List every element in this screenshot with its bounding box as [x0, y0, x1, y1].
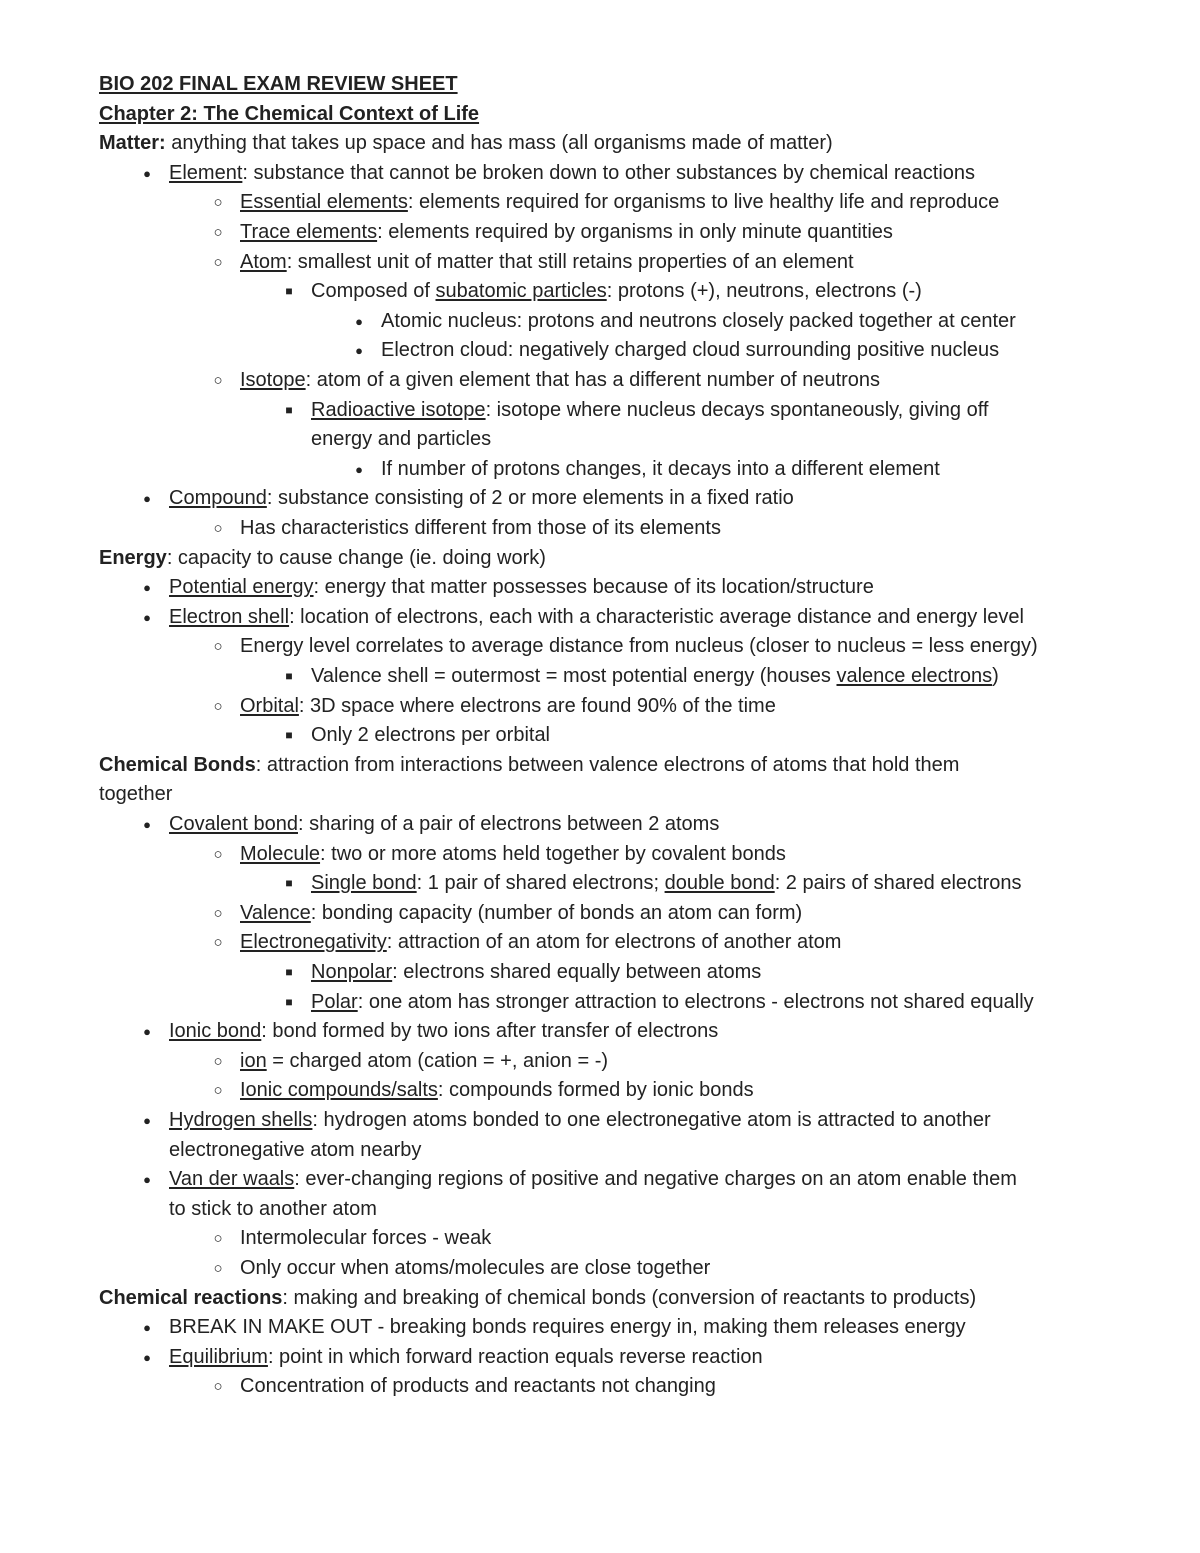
list-item [285, 958, 762, 988]
bullet-icon: ● [355, 343, 363, 359]
line-text: : attraction from interactions between valence electrons of atoms that hold them [255, 753, 960, 776]
key-term: Isotope [240, 369, 306, 391]
list-item [285, 662, 999, 692]
heading-line [99, 780, 172, 810]
list-item [213, 218, 893, 248]
key-term: double bond [664, 872, 775, 895]
list-item [143, 1017, 719, 1047]
key-term: Equilibrium [169, 1345, 268, 1368]
key-term: Atom [240, 250, 287, 273]
line-text: BREAK IN MAKE OUT - breaking bonds requires energy in, making them releases energy [169, 1316, 966, 1339]
bullet-icon: ● [143, 1349, 151, 1365]
line-text: : electrons shared equally between atoms [392, 961, 762, 983]
line-text: If number of protons changes, it decays into a different element [381, 457, 940, 480]
line-text: Energy level correlates to average distance from nucleus (closer to nucleus = less energy) [240, 635, 1038, 658]
square-bullet-icon: ■ [285, 728, 293, 743]
list-item [213, 1254, 711, 1284]
bullet-icon: ● [355, 313, 363, 329]
heading-line [99, 751, 959, 781]
list-item [285, 277, 922, 307]
list-item [285, 869, 1022, 899]
line-text: : elements required for organisms to live healthy life and reproduce [407, 191, 1000, 214]
line-text: : two or more atoms held together by covalent bonds [320, 842, 786, 865]
line-text: : sharing of a pair of electrons between 2 atoms [297, 813, 720, 835]
key-term: Single bond [311, 872, 417, 895]
line-text: Valence shell = outermost = most potential energy (houses [311, 665, 837, 687]
line-text: Only occur when atoms/molecules are close together [240, 1257, 711, 1279]
list-item [213, 1224, 492, 1254]
key-term: Nonpolar [311, 961, 393, 983]
bullet-icon: ● [143, 817, 151, 832]
list-item [213, 248, 854, 278]
line-text: : capacity to cause change (ie. doing work) [166, 546, 546, 569]
heading-line [99, 544, 546, 574]
square-bullet-icon: ■ [285, 402, 293, 417]
list-item [355, 336, 1000, 366]
list-item [143, 1313, 966, 1343]
line-text: anything that takes up space and has mass (all organisms made of matter) [165, 132, 833, 155]
list-item [285, 396, 989, 426]
line-text: : isotope where nucleus decays spontaneously, giving off [485, 398, 989, 421]
hollow-bullet-icon: ○ [213, 934, 223, 952]
list-item [213, 514, 721, 544]
bullet-icon: ● [143, 1024, 151, 1040]
line-text: to stick to another atom [169, 1197, 377, 1220]
line-text: : substance consisting of 2 or more elements in a fixed ratio [266, 487, 794, 510]
key-term: Molecule [240, 842, 321, 865]
key-term: Ionic bond [169, 1020, 262, 1043]
bullet-icon: ● [143, 1320, 151, 1336]
list-item [213, 899, 803, 929]
bullet-icon: ● [355, 461, 363, 477]
hollow-bullet-icon: ○ [213, 224, 223, 241]
list-item [143, 573, 874, 603]
hollow-bullet-icon: ○ [213, 1052, 223, 1070]
list-item [355, 307, 1016, 337]
line-text: : point in which forward reaction equals reverse reaction [267, 1345, 763, 1368]
term-label: Chemical reactions [99, 1286, 283, 1309]
square-bullet-icon: ■ [285, 669, 293, 683]
bullet-icon: ● [143, 1172, 151, 1188]
list-item [213, 928, 842, 958]
list-item [143, 159, 976, 189]
line-text: : protons (+), neutrons, electrons (-) [606, 280, 922, 303]
list-item [143, 810, 720, 840]
hollow-bullet-icon: ○ [213, 1378, 223, 1396]
line-text: = charged atom (cation = +, anion = -) [266, 1049, 609, 1072]
line-text: : attraction of an atom for electrons of another atom [386, 931, 842, 954]
key-term: Potential energy [169, 576, 314, 599]
key-term: Electron shell [169, 605, 290, 628]
list-item [143, 1165, 1017, 1195]
hollow-bullet-icon: ○ [213, 520, 223, 537]
line-text: : location of electrons, each with a characteristic average distance and energy level [289, 605, 1024, 628]
line-text: Has characteristics different from those of its elements [240, 517, 721, 539]
heading-line [99, 129, 833, 159]
key-term: Covalent bond [169, 813, 298, 835]
hollow-bullet-icon: ○ [213, 253, 223, 271]
line-text: : making and breaking of chemical bonds (conversion of reactants to products) [282, 1286, 977, 1309]
key-term: ion [240, 1049, 267, 1072]
bullet-icon: ● [143, 165, 151, 181]
list-item [311, 425, 491, 455]
key-term: Ionic compounds/salts [240, 1079, 438, 1102]
line-text: : hydrogen atoms bonded to one electronegative atom is attracted to another [312, 1109, 991, 1131]
term-label: BIO 202 FINAL EXAM REVIEW SHEET [99, 73, 458, 95]
hollow-bullet-icon: ○ [213, 1260, 223, 1277]
term-label: Matter: [99, 132, 166, 155]
line-text: together [99, 783, 173, 806]
square-bullet-icon: ■ [285, 284, 293, 299]
line-text: Only 2 electrons per orbital [311, 724, 551, 747]
line-text: : 3D space where electrons are found 90% of the time [298, 694, 776, 717]
hollow-bullet-icon: ○ [213, 1230, 223, 1248]
hollow-bullet-icon: ○ [213, 845, 223, 863]
hollow-bullet-icon: ○ [213, 194, 223, 212]
line-text: : ever-changing regions of positive and negative charges on an atom enable them [294, 1168, 1017, 1191]
list-item [143, 484, 794, 514]
line-text: : atom of a given element that has a different number of neutrons [305, 369, 881, 391]
list-item [213, 188, 1000, 218]
key-term: Polar [311, 990, 358, 1013]
heading-line [99, 70, 458, 100]
list-item [169, 1195, 377, 1225]
hollow-bullet-icon: ○ [213, 1082, 223, 1100]
square-bullet-icon: ■ [285, 994, 293, 1009]
list-item [213, 632, 1038, 662]
heading-line [99, 100, 479, 130]
square-bullet-icon: ■ [285, 876, 293, 891]
line-text: : 2 pairs of shared electrons [774, 872, 1022, 895]
line-text: : one atom has stronger attraction to electrons - electrons not shared equally [357, 990, 1034, 1013]
key-term: Trace elements [240, 221, 378, 243]
hollow-bullet-icon: ○ [213, 372, 223, 389]
line-text: electronegative atom nearby [169, 1138, 422, 1161]
bullet-icon: ● [143, 609, 151, 625]
hollow-bullet-icon: ○ [213, 904, 223, 922]
term-label: Energy [99, 546, 167, 569]
list-item [285, 721, 551, 751]
key-term: Van der waals [169, 1168, 295, 1191]
line-text: : compounds formed by ionic bonds [437, 1079, 754, 1102]
line-text: Intermolecular forces - weak [240, 1227, 492, 1250]
list-item [213, 366, 881, 396]
key-term: Radioactive isotope [311, 398, 486, 421]
list-item [143, 1343, 763, 1373]
list-item [213, 840, 786, 870]
key-term: Orbital [240, 694, 299, 717]
heading-line [99, 1284, 976, 1314]
line-text: : energy that matter possesses because of its location/structure [313, 576, 874, 599]
term-label: Chemical Bonds [99, 753, 256, 776]
line-text: ) [992, 665, 999, 687]
line-text: : bonding capacity (number of bonds an atom can form) [310, 901, 803, 924]
line-text: Atomic nucleus: protons and neutrons closely packed together at center [381, 309, 1016, 332]
list-item [143, 603, 1024, 633]
list-item [213, 1076, 754, 1106]
list-item [213, 1372, 716, 1402]
bullet-icon: ● [143, 580, 151, 596]
key-term: Element [169, 161, 243, 184]
line-text: Electron cloud: negatively charged cloud surrounding positive nucleus [381, 339, 1000, 362]
line-text: : 1 pair of shared electrons; [416, 872, 665, 895]
square-bullet-icon: ■ [285, 965, 293, 979]
hollow-bullet-icon: ○ [213, 638, 223, 656]
line-text: : bond formed by two ions after transfer of electrons [261, 1020, 719, 1043]
key-term: valence electrons [836, 665, 993, 687]
line-text: : smallest unit of matter that still retains properties of an element [286, 250, 854, 273]
bullet-icon: ● [143, 491, 151, 507]
key-term: Compound [169, 487, 267, 510]
list-item [285, 988, 1034, 1018]
key-term: Hydrogen shells [169, 1109, 313, 1131]
list-item [213, 692, 776, 722]
bullet-icon: ● [143, 1113, 151, 1128]
line-text: Composed of [311, 280, 436, 303]
list-item [213, 1047, 609, 1077]
line-text: : elements required by organisms in only minute quantities [377, 221, 893, 243]
list-item [355, 455, 940, 485]
hollow-bullet-icon: ○ [213, 697, 223, 715]
term-label: Chapter 2: The Chemical Context of Life [99, 102, 480, 125]
key-term: Valence [240, 901, 311, 924]
line-text: Concentration of products and reactants not changing [240, 1375, 716, 1398]
key-term: Essential elements [240, 191, 408, 214]
list-item [169, 1136, 421, 1166]
key-term: Electronegativity [240, 931, 387, 954]
line-text: : substance that cannot be broken down to other substances by chemical reactions [242, 161, 976, 184]
list-item [143, 1106, 991, 1136]
line-text: energy and particles [311, 428, 492, 451]
key-term: subatomic particles [435, 280, 607, 303]
